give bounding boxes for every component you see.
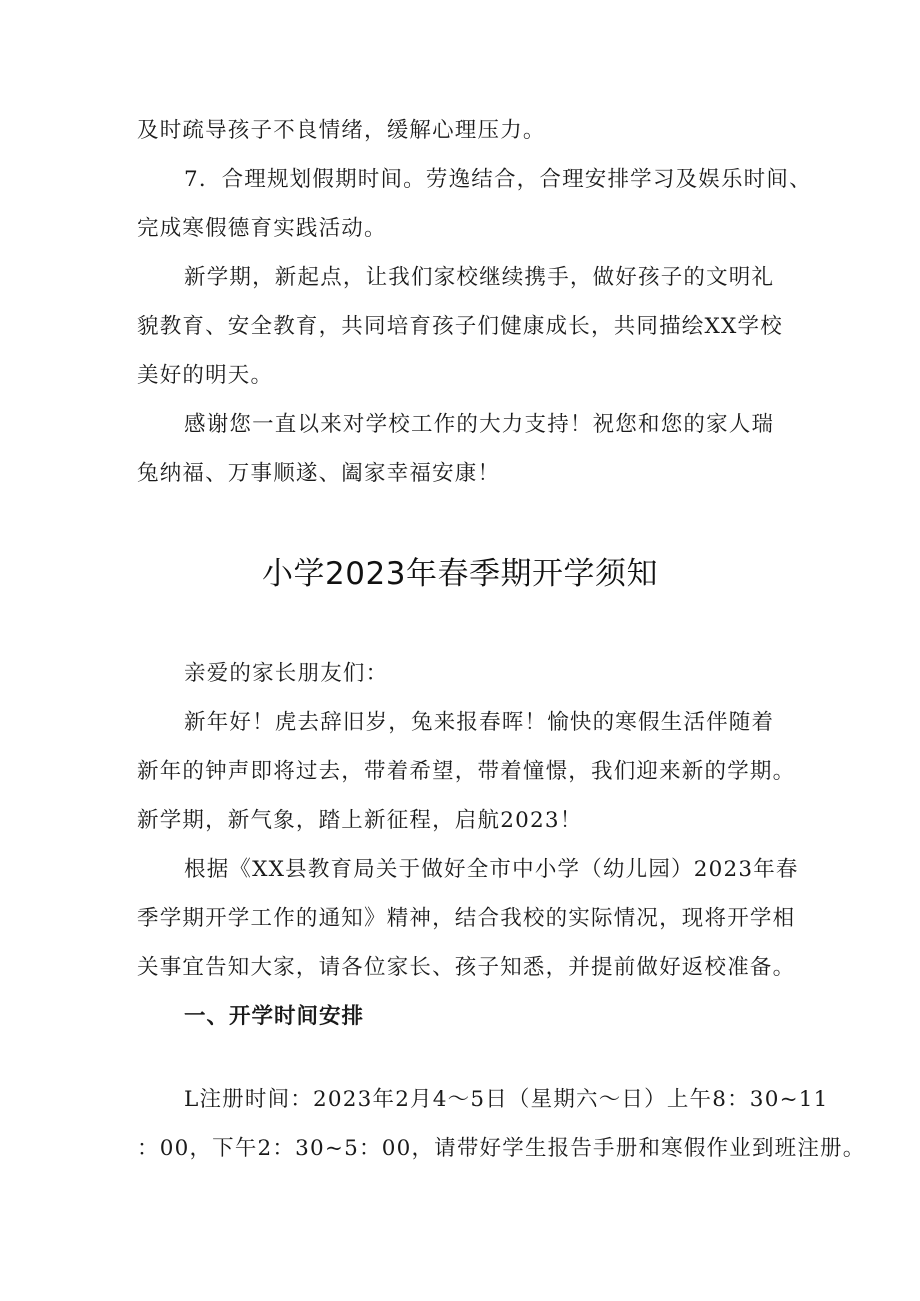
salutation: 亲爱的家长朋友们： [184,661,389,686]
document-title: 小学2023年春季期开学须知 [262,556,658,592]
paragraph-line: 新学期，新起点，让我们家校继续携手，做好孩子的文明礼 [184,265,775,290]
paragraph-line: 感谢您一直以来对学校工作的大力支持！祝您和您的家人瑞 [184,412,775,437]
paragraph-line: 季学期开学工作的通知》精神，结合我校的实际情况，现将开学相 [137,906,796,931]
paragraph-line: ：00，下午2：30~5：00，请带好学生报告手册和寒假作业到班注册。 [137,1136,866,1161]
paragraph-line: 7．合理规划假期时间。劳逸结合，合理安排学习及娱乐时间、 [184,167,812,192]
paragraph-line: L注册时间：2023年2月4～5日（星期六～日）上午8：30~11 [184,1087,829,1112]
paragraph-line: 新年好！虎去辞旧岁，兔来报春晖！愉快的寒假生活伴随着 [184,710,775,735]
paragraph-line: 完成寒假德育实践活动。 [137,216,387,241]
paragraph-line: 关事宜告知大家，请各位家长、孩子知悉，并提前做好返校准备。 [137,955,796,980]
paragraph-line: 新学期，新气象，踏上新征程，启航2023！ [137,808,583,833]
paragraph-line: 新年的钟声即将过去，带着希望，带着憧憬，我们迎来新的学期。 [137,759,796,784]
paragraph-line: 貌教育、安全教育，共同培育孩子们健康成长，共同描绘XX学校 [137,314,783,339]
paragraph-line: 美好的明天。 [137,363,274,388]
section-heading: 一、开学时间安排 [184,1004,365,1029]
paragraph-line: 及时疏导孩子不良情绪，缓解心理压力。 [137,118,546,143]
paragraph-line: 兔纳福、万事顺遂、阖家幸福安康！ [137,461,501,486]
paragraph-line: 根据《XX县教育局关于做好全市中小学（幼儿园）2023年春 [184,857,799,882]
